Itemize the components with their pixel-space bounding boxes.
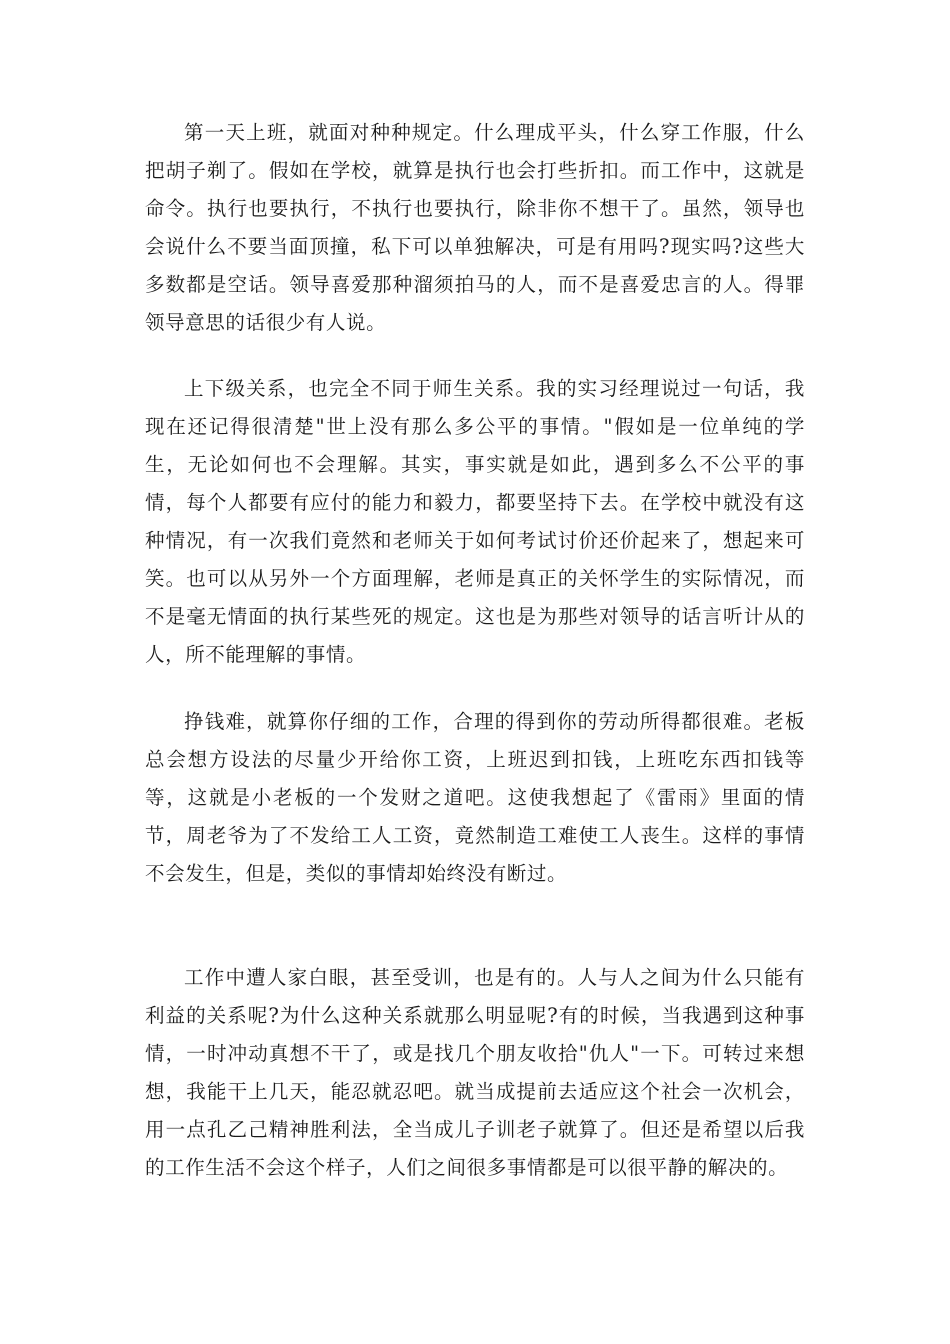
paragraph-1: 第一天上班，就面对种种规定。什么理成平头，什么穿工作服，什么把胡子剃了。假如在学校，就算是执行也会打些折扣。而工作中，这就是命令。执行也要执行，不执行也要执行，除非你不想干了。虽然，领导也会说什么不要当面顶撞，私下可以单独解决，可是有用吗?现实吗?这些大多数都是空话。领导喜爱那种溜须拍马的人，而不是喜爱忠言的人。得罪领导意思的话很少有人说。 (145, 121, 805, 334)
paragraph-4: 工作中遭人家白眼，甚至受训，也是有的。人与人之间为什么只能有利益的关系呢?为什么这种关系就那么明显呢?有的时候，当我遇到这种事情，一时冲动真想不干了，或是找几个朋友收拾"仇人"一下。可转过来想想，我能干上几天，能忍就忍吧。就当成提前去适应这个社会一次机会，用一点孔乙己精神胜利法，全当成儿子训老子就算了。但还是希望以后我的工作生活不会这个样子，人们之间很多事情都是可以很平静的解决的。 (145, 966, 805, 1179)
paragraph-3: 挣钱难，就算你仔细的工作，合理的得到你的劳动所得都很难。老板总会想方设法的尽量少开给你工资，上班迟到扣钱，上班吃东西扣钱等等，这就是小老板的一个发财之道吧。这使我想起了《雷雨》里面的情节，周老爷为了不发给工人工资，竟然制造工难使工人丧生。这样的事情不会发生，但是，类似的事情却始终没有断过。 (145, 710, 805, 885)
paragraph-2: 上下级关系，也完全不同于师生关系。我的实习经理说过一句话，我现在还记得很清楚"世上没有那么多公平的事情。"假如是一位单纯的学生，无论如何也不会理解。其实，事实就是如此，遇到多么不公平的事情，每个人都要有应付的能力和毅力，都要坚持下去。在学校中就没有这种情况，有一次我们竟然和老师关于如何考试讨价还价起来了，想起来可笑。也可以从另外一个方面理解，老师是真正的关怀学生的实际情况，而不是毫无情面的执行某些死的规定。这也是为那些对领导的话言听计从的人，所不能理解的事情。 (145, 377, 805, 666)
